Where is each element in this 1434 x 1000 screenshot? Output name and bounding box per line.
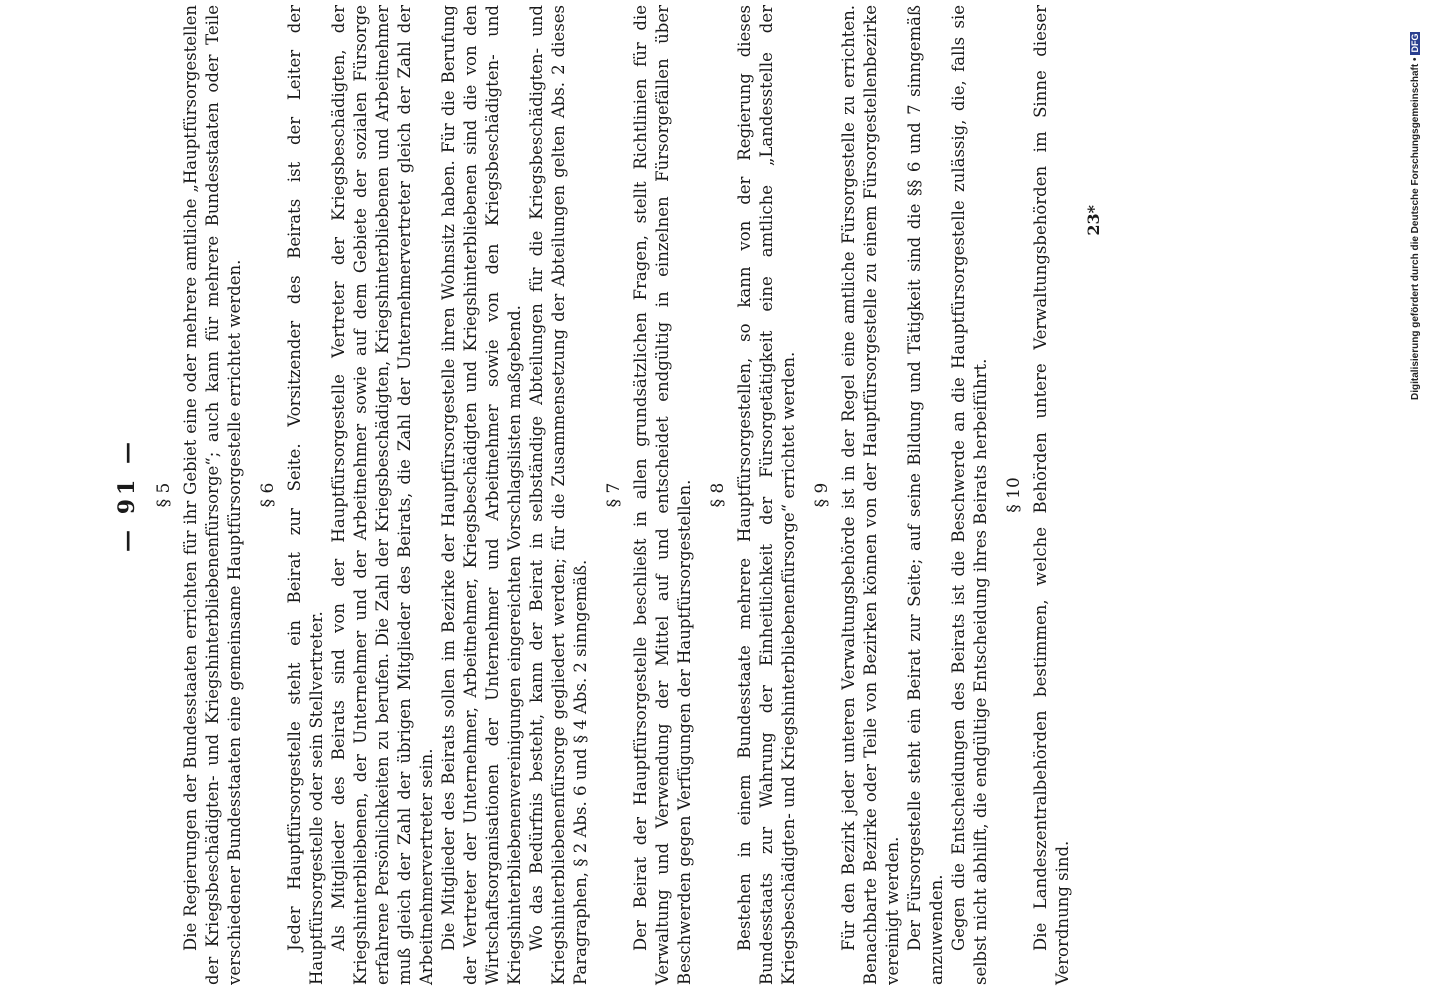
paragraph: Die Mitglieder des Beirats sollen im Bezirke der Hauptfürsorgestelle ihren Wohnsitz haben. Für die Berufung der Vertreter der Unternehmer, Arbeitnehmer, Kriegsbeschädigten und Kriegshinterbliebenen sind die von den Wirtschaftsorganisationen der Unternehmer und Arbeitnehmer sowie von den Kriegsbeschädigten- und Kriegshinterbliebenenvereinigungen eingereichten Vorschlagslisten maßgebend. [439,5,524,985]
paragraph: Die Regierungen der Bundesstaaten errichten für ihr Gebiet eine oder mehrere amtliche „Hauptfürsorgestellen der Kriegsbeschädigten- und Kriegshinterbliebenenfürsorge“; auch kann für mehrere Bundesstaaten oder Teile verschiedener Bundesstaaten eine gemeinsame Hauptfürsorgestelle errichtet werden. [181,5,244,985]
paragraph: Die Landeszentralbehörden bestimmen, welche Behörden untere Verwaltungsbehörden im Sinne dieser Verordnung sind. [1031,5,1072,985]
paragraph: Der Fürsorgestelle steht ein Beirat zur Seite; auf seine Bildung und Tätigkeit sind die §§ 6 und 7 sinngemäß anzuwenden. [905,5,946,985]
paragraph: Jeder Hauptfürsorgestelle steht ein Beirat zur Seite. Vorsitzender des Beirats ist der Leiter der Hauptfürsorgestelle oder sein Stellvertreter. [285,5,326,985]
section-6 [256,5,592,985]
paragraph: Als Mitglieder des Beirats sind von der Hauptfürsorgestelle Vertreter der Kriegsbeschädigten, der Kriegshinterbliebenen, der Unternehmer und der Arbeitnehmer sowie auf dem Gebiete der sozialen Fürsorge erfahrene Persönlichkeiten zu berufen. Die Zahl der Kriegsbeschädigten, Kriegshinterbliebenen und Arbeitnehmer muß gleich der Zahl der übrigen Mitglieder des Beirats, die Zahl der Unternehmervertreter gleich der Zahl der Arbeitnehmervertreter sein. [329,5,436,985]
section-8 [706,5,800,985]
section-title: § 10 [1004,477,1024,513]
section-5 [152,5,246,985]
document-page [110,0,1310,1000]
dfg-credit-text: Digitalisierung gefördert durch die Deutsche Forschungsgemeinschaft • [1410,57,1421,400]
paragraph: Wo das Bedürfnis besteht, kann der Beirat in selbständige Abteilungen für die Kriegsbeschädigten- und Kriegshinterbliebenenfürsorge gegliedert werden; für die Zusammensetzung der Abteilungen gelten Abs. 2 dieses Paragraphen, § 2 Abs. 6 und § 4 Abs. 2 sinngemäß. [527,5,590,985]
dfg-logo-icon: DFG [1410,33,1420,53]
section-title: § 6 [258,482,278,508]
section-9 [810,5,992,985]
paragraph: Gegen die Entscheidungen des Beirats ist die Beschwerde an die Hauptfürsorgestelle zulässig, die, falls sie selbst nicht abhilft, die endgültige Entscheidung ihres Beirats herbeiführt. [949,5,990,985]
section-10 [1002,5,1074,985]
rotated-text-block [110,5,1103,985]
section-title: § 8 [708,482,728,508]
dfg-credit [1410,0,1421,400]
section-title: § 7 [604,482,624,508]
section-title: § 5 [154,482,174,508]
signature-mark: 23* [1084,205,1103,236]
section-title: § 9 [812,482,832,508]
dfg-sidebar [1406,0,1432,1000]
page-number: — 91 — [114,438,140,552]
section-7 [602,5,696,985]
paragraph: Der Beirat der Hauptfürsorgestelle beschließt in allen grundsätzlichen Fragen, stellt Richtlinien für die Verwaltung und Verwendung der Mittel auf und entscheidet endgültig in einzelnen Fürsorgefällen über Beschwerden gegen Verfügungen der Hauptfürsorgestellen. [631,5,694,985]
paragraph: Bestehen in einem Bundesstaate mehrere Hauptfürsorgestellen, so kann von der Regierung dieses Bundesstaats zur Wahrung der Einheitlichkeit der Fürsorgetätigkeit eine amtliche „Landesstelle der Kriegsbeschädigten- und Kriegshinterbliebenenfürsorge“ errichtet werden. [735,5,798,985]
paragraph: Für den Bezirk jeder unteren Verwaltungsbehörde ist in der Regel eine amtliche Fürsorgestelle zu errichten. Benachbarte Bezirke oder Teile von Bezirken können von der Hauptfürsorgestelle zu einem Fürsorgestellenbezirke vereinigt werden. [839,5,902,985]
